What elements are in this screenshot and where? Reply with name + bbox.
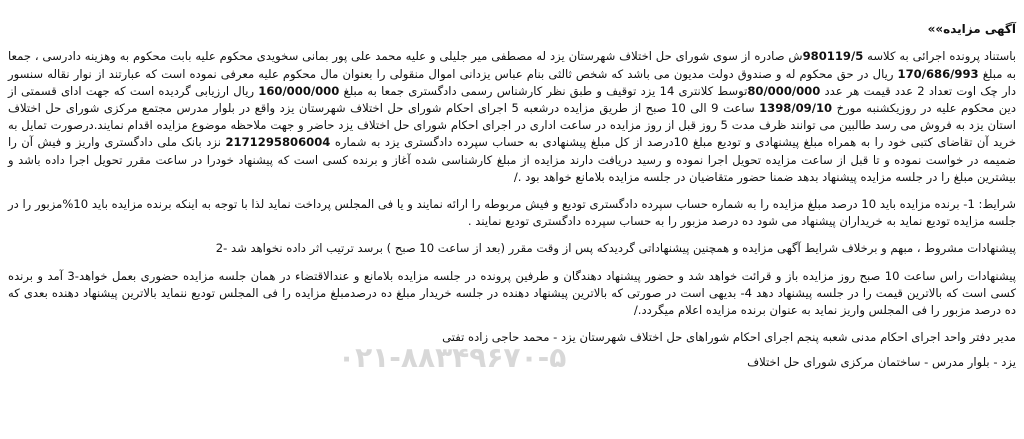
text-segment: ساعت 9 الی 10 صبح از طریق مزایده درشعبه 5 اجرای احکام شورای حل اختلاف شهرستان یزد واقع در بلوار مدرس مجتمع مرکزی شورای حل اختلاف استان یزد به فروش می رسد طالبین می توانند ظرف مدت 5 روز قبل از روز مزایده در ساعت اداری در اجرای احکام شورای حل اختلاف یزد حاضر و جهت ملاحظه موضوع مزایده اقدام نمایند.درصورت تمایل به خرید آن تقاضای کتبی خود را به همراه مبلغ پیشنهادی و تودیع مبلغ 10درصد از کل مبلغ پیشنهادی به حساب سپرده دادگستری یزد به شماره [8, 101, 1016, 150]
unit-price: 80/000/000 [747, 83, 821, 98]
text-segment: نزد بانک ملی دادگستری واریز و فیش آن را ضمیمه در خواست نموده و تا قبل از ساعت مزایده تحویل اجرا نموده و رسید دریافت دارند مزایده از مبلغ کارشناسی شده آغاز و برنده کسی است که پیشنهاد خودرا در ساعت مقرر تحویل اجرا داده باشد و بیشترین مبلغ را در جلسه مزایده پیشنهاد بدهد ضمنا حضور متقاضیان در جلسه مزایده بلامانع خواهد بود ./ [8, 135, 1016, 184]
signature-line: مدیر دفتر واحد اجرای احکام مدنی شعبه پنجم اجرای احکام شوراهای حل اختلاف شهرستان یزد - محمد حاجی زاده تفتی [442, 330, 1016, 345]
condition-1: شرایط: 1- برنده مزایده باید 10 درصد مبلغ مزایده را به شماره حساب سپرده دادگستری تودیع و فیش مربوطه را ارائه نمایند و یا فی المجلس پرداخت نماید لذا با توجه به اینکه برنده مزایده باید 10%مزبور را در جلسه مزایده تودیع نماید به خریداران پیشنهاد می شود ده درصد مزبور را به حساب سپرده دادگستری تودیع نمایند . [8, 197, 1017, 229]
condition-3-4: پیشنهادات راس ساعت 10 صبح روز مزایده باز و قرائت خواهد شد و حضور پیشنهاد دهندگان و طرفین پرونده در جلسه مزایده بلامانع و عندالاقتضاء در همان جلسه مزایده حضوری بعمل خواهد-3 آمد و برنده کسی است که بالاترین قیمت را در جلسه پیشنهاد دهد 4- بدیهی است در صورتی که بالاترین پیشنهاد دهنده در جلسه خریدار مبلغ ده درصدمبلغ مزایده را فی المجلس تودیع ننماید بالاترین پیشنهاد دهنده بعدی که ده درصد مزبور را فی المجلس واریز نماید به عنوان برنده مزایده اعلام میگردد./ [8, 268, 1016, 318]
debt-amount: 170/686/993 [897, 66, 979, 81]
bank-account-number: 2171295806004 [225, 135, 331, 150]
address-line: یزد - بلوار مدرس - ساختمان مرکزی شورای حل اختلاف [747, 355, 1016, 370]
text-segment: ریال ارزیابی گردیده است که جهت ادای قسمتی از دین محکوم علیه در روزیکشنبه مورخ [8, 83, 1016, 116]
text-segment: ریال در حق محکوم له و صندوق دولت مدیون می باشد که شخص ثالثی بنام عباس یزدانی اموال منقولی را بعنوان مال محکوم علیه معرفی نموده است که عبارتند از نوار نقاله سنسور دار چک اوت تعداد 2 عدد قیمت هر عدد [8, 66, 1016, 98]
case-number: 980119/5 [802, 49, 864, 64]
text-segment: ش صادره از سوی شورای حل اختلاف شهرستان یزد له مصطفی میر جلیلی و علیه محمد علی پور بمانی سخویدی محکوم علیه بابت محکوم به وهزینه دادرسی ، جمعا به مبلغ [8, 49, 1016, 81]
auction-date: 1398/09/10 [759, 101, 833, 116]
notice-main-paragraph [8, 48, 1016, 186]
text-segment: باستناد پرونده اجرائی به کلاسه [863, 49, 1016, 64]
text-segment: توسط کلانتری 14 یزد توقیف و طبق نظر کارشناس رسمی دادگستری جمعا به مبلغ [339, 83, 748, 98]
notice-title: آگهی مزایده»» [927, 22, 1016, 37]
phone-watermark: ۰۲۱-۸۸۳۴۹۶۷۰-۵ [338, 341, 567, 374]
condition-2: پیشنهادات مشروط ، مبهم و برخلاف شرایط آگهی مزایده و همچنین پیشنهاداتی گردیدکه پس از وقت مقرر (بعد از ساعت 10 صبح ) برسد ترتیب اثر داده نخواهد شد -2 [215, 241, 1016, 256]
appraised-total: 160/000/000 [258, 83, 340, 98]
